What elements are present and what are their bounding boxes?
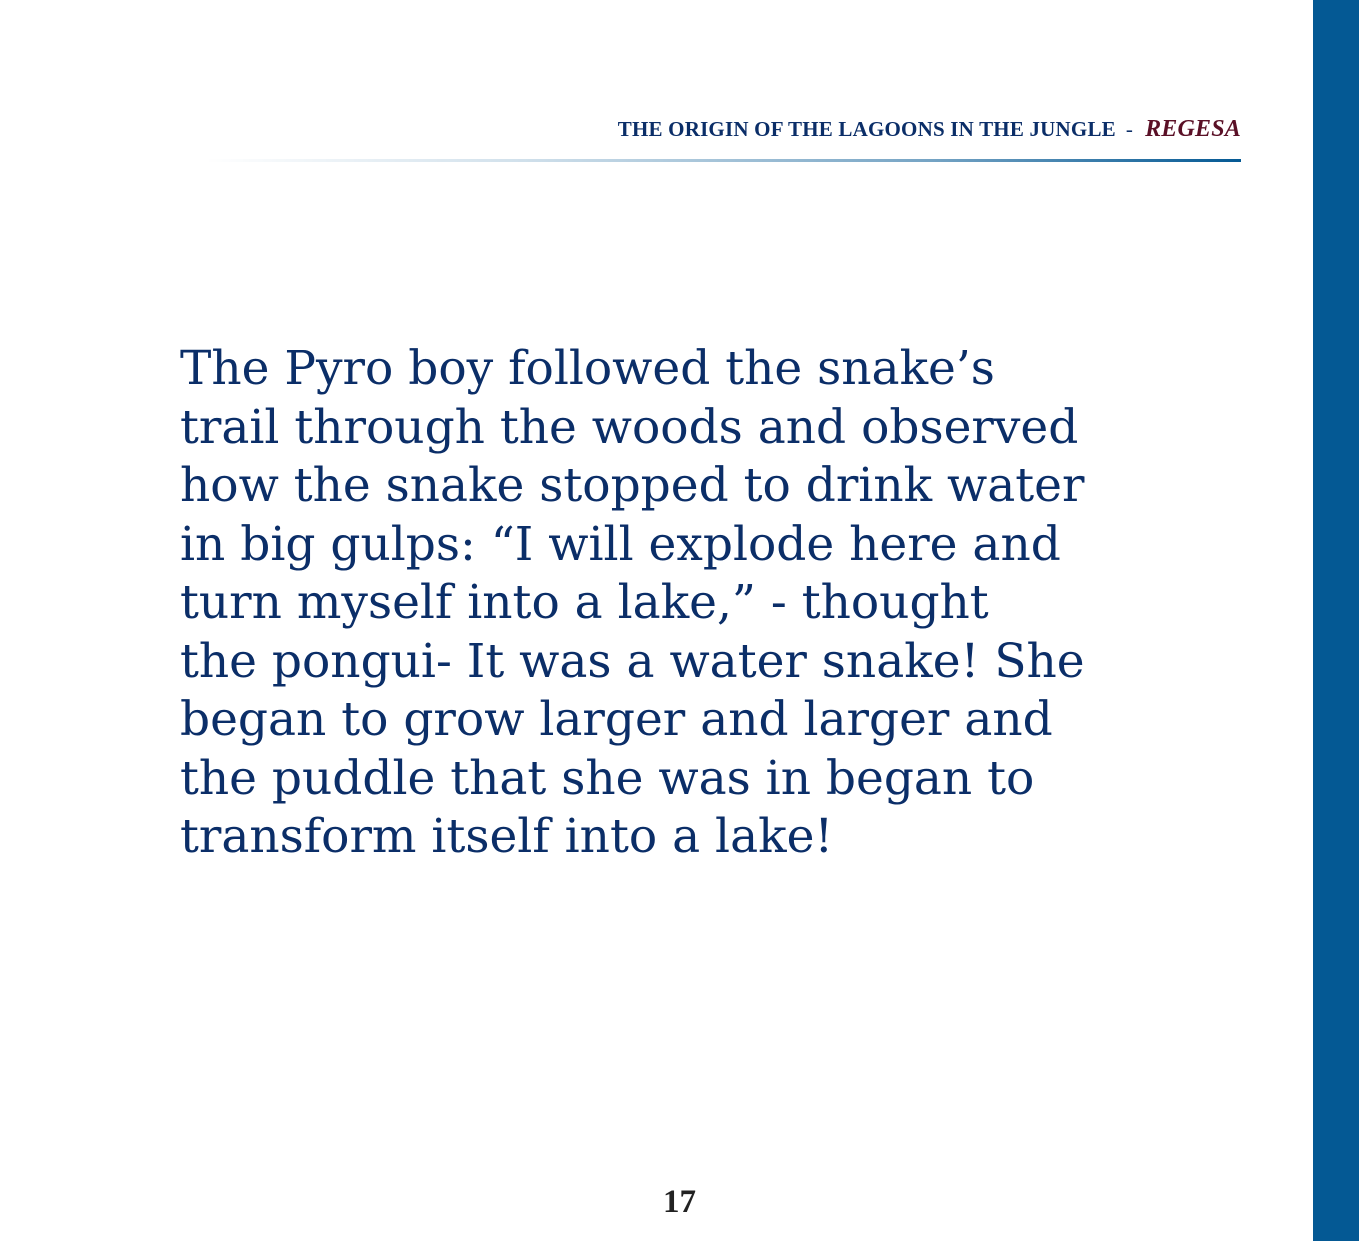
text-line: the puddle that she was in began to [180,750,1035,806]
text-line: the pongui- It was a water snake! She [180,633,1085,689]
author-name: REGESA [1145,116,1241,142]
text-line: in big gulps: “I will explode here and [180,516,1061,572]
text-line: transform itself into a lake! [180,809,834,864]
text-line: how the snake stopped to drink water [180,458,1085,513]
header-rule [205,159,1241,162]
header-separator: - [1125,117,1134,141]
book-title: THE ORIGIN OF THE LAGOONS IN THE JUNGLE [617,117,1116,141]
story-paragraph [180,340,1240,867]
text-line: The Pyro boy followed the snake’s [180,341,995,396]
text-line: turn myself into a lake,” - thought [180,575,989,630]
page-number: 17 [663,1184,696,1220]
text-line: trail through the woods and observed [180,399,1079,455]
side-color-bar [1313,0,1359,1241]
running-header [618,116,1241,143]
text-line: began to grow larger and larger and [180,692,1053,747]
